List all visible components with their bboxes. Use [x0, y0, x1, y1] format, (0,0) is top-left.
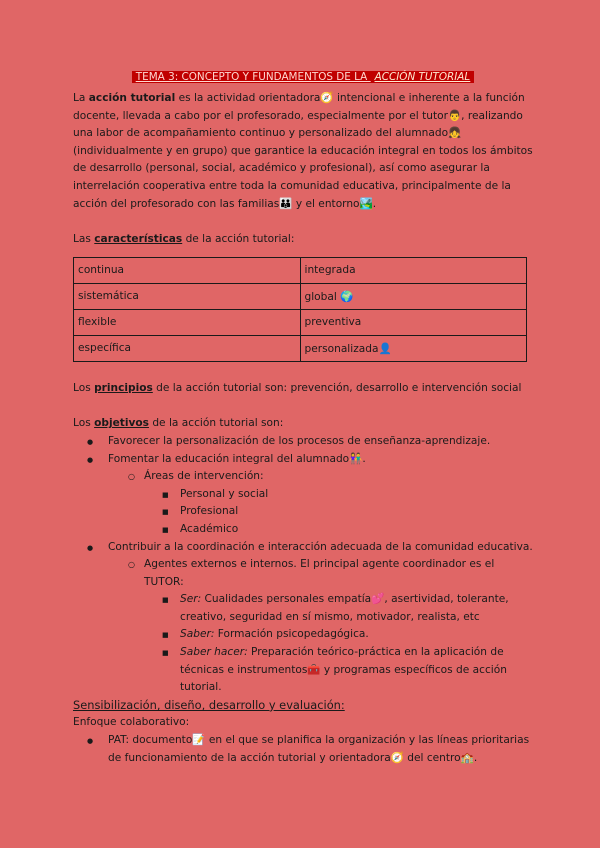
- sensibilization-heading: Sensibilización, diseño, desarrollo y evaluación:: [73, 697, 345, 712]
- table-cell: específica: [74, 335, 301, 361]
- table-cell: personalizada👤: [300, 335, 527, 361]
- document-title: [73, 70, 533, 84]
- term-principios: principios: [94, 381, 153, 394]
- list-item: ○ Agentes externos e internos. El principal agente coordinador es el TUTOR: ■ Ser: Cualidades personales empatía💕, asertividad, tolerante, creativo, seguridad en sí mismo, motivador, realista, etc ■ Saber: Formación psicopedagógica. ■ Saber hacer: Preparación teórico-práctica en la aplicación de técnicas e instrumentos🧰 y programas específicos de acción tutorial.: [73, 556, 533, 697]
- table-row: [74, 257, 527, 283]
- areas-list: [73, 486, 533, 539]
- list-item: ■ Personal y social: [73, 486, 533, 504]
- table-cell: flexible: [74, 309, 301, 335]
- list-item: ● Fomentar la educación integral del alumnado👫. ○ Áreas de intervención: ■ Personal y social ■ Profesional ■ Académico: [73, 451, 533, 539]
- document-page: [73, 70, 533, 767]
- characteristics-table: [73, 257, 527, 362]
- term-objetivos: objetivos: [94, 417, 149, 430]
- principles-paragraph: Los principios de la acción tutorial son: prevención, desarrollo e intervención social: [73, 381, 522, 394]
- table-cell: integrada: [300, 257, 527, 283]
- list-item: ● Contribuir a la coordinación e interacción adecuada de la comunidad educativa. ○ Agentes externos e internos. El principal agente coordinador es el TUTOR: ■ Ser: Cualidades personales empatía💕, asertividad, tolerante, creativo, seguridad en sí mismo, motivador, realista, etc ■ Saber: Formación psicopedagógica. ■ Saber hacer: Preparación teórico-práctica en la aplicación de técnicas e instrumentos🧰 y programas específicos de acción tutorial.: [73, 539, 533, 697]
- list-item: ■ Académico: [73, 521, 533, 539]
- table-cell: global 🌍: [300, 283, 527, 309]
- title-accent: ACCIÓN TUTORIAL: [374, 71, 471, 83]
- table-cell: continua: [74, 257, 301, 283]
- pat-list: [73, 732, 533, 767]
- list-item: ■ Saber hacer: Preparación teórico-práctica en la aplicación de técnicas e instrumentos🧰 y programas específicos de acción tutorial.: [73, 644, 533, 697]
- title-text: TEMA 3: CONCEPTO Y FUNDAMENTOS DE LA: [135, 71, 371, 83]
- term-accion-tutorial: acción tutorial: [88, 92, 176, 104]
- table-row: [74, 309, 527, 335]
- list-item: ■ Profesional: [73, 503, 533, 521]
- list-item: ■ Saber: Formación psicopedagógica.: [73, 626, 533, 644]
- objectives-list: [73, 433, 533, 697]
- list-item: ● PAT: documento📝 en el que se planifica la organización y las líneas prioritarias de funcionamiento de la acción tutorial y orientadora🧭 del centro🏫.: [73, 732, 533, 767]
- list-item: ■ Ser: Cualidades personales empatía💕, asertividad, tolerante, creativo, seguridad en sí mismo, motivador, realista, etc: [73, 591, 533, 626]
- sublist: [73, 468, 533, 538]
- table-row: [74, 283, 527, 309]
- table-cell: preventiva: [300, 309, 527, 335]
- table-row: [74, 335, 527, 361]
- collaborative-focus: Enfoque colaborativo:: [73, 716, 190, 729]
- characteristics-lead: Las características de la acción tutorial:: [73, 233, 295, 246]
- term-caracteristicas: características: [94, 233, 183, 246]
- sublist: [73, 556, 533, 697]
- intro-paragraph: La acción tutorial es la actividad orientadora🧭 intencional e inherente a la función docente, llevada a cabo por el profesorado, especialmente por el tutor👨, realizando una labor de acompañamiento continuo y personalizado del alumnado👧 (individualmente y en grupo) que garantice la educación integral en todos los ámbitos de desarrollo (personal, social, académico y profesional), así como asegurar la interrelación cooperativa entre toda la comunidad educativa, principalmente de la acción del profesorado con las familias👪 y el entorno🏞️.: [73, 92, 533, 210]
- tutor-qualities-list: [73, 591, 533, 697]
- objectives-lead: Los objetivos de la acción tutorial son:: [73, 417, 284, 430]
- list-item: ● Favorecer la personalización de los procesos de enseñanza-aprendizaje.: [73, 433, 533, 451]
- list-item: ○ Áreas de intervención: ■ Personal y social ■ Profesional ■ Académico: [73, 468, 533, 538]
- table-cell: sistemática: [74, 283, 301, 309]
